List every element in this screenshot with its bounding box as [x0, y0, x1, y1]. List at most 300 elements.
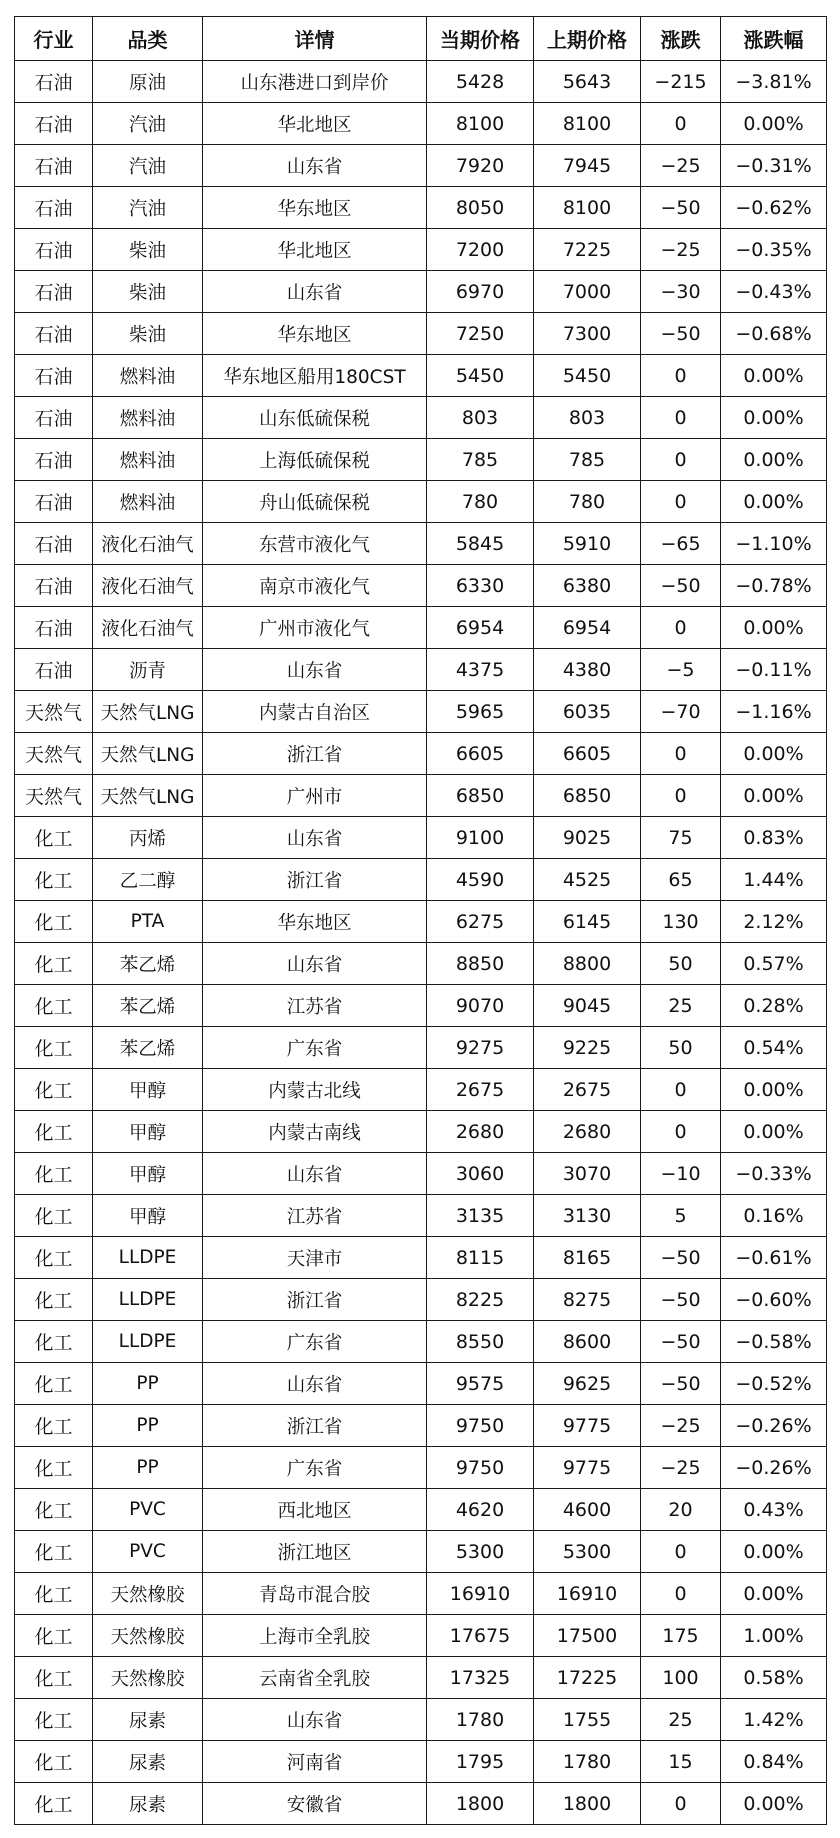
cell-change-pct: −0.78% [721, 565, 827, 607]
cell-change: −25 [641, 1405, 721, 1447]
cell-previous-price: 6850 [534, 775, 641, 817]
cell-change-pct: 0.00% [721, 355, 827, 397]
cell-current-price: 8225 [427, 1279, 534, 1321]
cell-industry: 天然气 [15, 691, 93, 733]
cell-current-price: 1795 [427, 1741, 534, 1783]
cell-current-price: 17675 [427, 1615, 534, 1657]
price-table [14, 16, 827, 1825]
cell-change: 0 [641, 1783, 721, 1825]
cell-previous-price: 4600 [534, 1489, 641, 1531]
cell-change-pct: −0.68% [721, 313, 827, 355]
cell-category: 甲醇 [93, 1195, 203, 1237]
cell-change-pct: −0.58% [721, 1321, 827, 1363]
cell-current-price: 6330 [427, 565, 534, 607]
table-row [15, 103, 827, 145]
cell-previous-price: 17225 [534, 1657, 641, 1699]
cell-detail: 云南省全乳胶 [203, 1657, 427, 1699]
cell-industry: 石油 [15, 565, 93, 607]
cell-current-price: 9100 [427, 817, 534, 859]
cell-change: 0 [641, 607, 721, 649]
table-row [15, 187, 827, 229]
cell-change: −10 [641, 1153, 721, 1195]
cell-change-pct: 1.42% [721, 1699, 827, 1741]
cell-category: LLDPE [93, 1237, 203, 1279]
cell-industry: 天然气 [15, 775, 93, 817]
table-row [15, 817, 827, 859]
cell-change: 0 [641, 1573, 721, 1615]
table-header [15, 17, 827, 61]
cell-change: 25 [641, 1699, 721, 1741]
cell-change: −50 [641, 1279, 721, 1321]
cell-industry: 石油 [15, 355, 93, 397]
cell-detail: 广东省 [203, 1447, 427, 1489]
cell-category: 沥青 [93, 649, 203, 691]
cell-detail: 舟山低硫保税 [203, 481, 427, 523]
table-row [15, 523, 827, 565]
cell-change: −50 [641, 565, 721, 607]
cell-category: PVC [93, 1489, 203, 1531]
cell-current-price: 7200 [427, 229, 534, 271]
cell-change-pct: 0.00% [721, 775, 827, 817]
cell-industry: 化工 [15, 859, 93, 901]
cell-previous-price: 785 [534, 439, 641, 481]
cell-industry: 化工 [15, 985, 93, 1027]
cell-change-pct: 0.00% [721, 1111, 827, 1153]
table-row [15, 1237, 827, 1279]
cell-detail: 华东地区船用180CST [203, 355, 427, 397]
cell-category: 尿素 [93, 1783, 203, 1825]
cell-change-pct: 0.00% [721, 1069, 827, 1111]
cell-industry: 化工 [15, 1405, 93, 1447]
cell-industry: 化工 [15, 1195, 93, 1237]
cell-detail: 山东省 [203, 649, 427, 691]
cell-change: −215 [641, 61, 721, 103]
cell-change: −50 [641, 1363, 721, 1405]
header-change: 涨跌 [641, 17, 721, 61]
cell-industry: 化工 [15, 1363, 93, 1405]
cell-industry: 化工 [15, 1111, 93, 1153]
cell-previous-price: 9625 [534, 1363, 641, 1405]
cell-change: −50 [641, 187, 721, 229]
cell-change: 130 [641, 901, 721, 943]
cell-change: 0 [641, 355, 721, 397]
cell-previous-price: 1755 [534, 1699, 641, 1741]
cell-industry: 化工 [15, 1699, 93, 1741]
cell-detail: 天津市 [203, 1237, 427, 1279]
cell-change-pct: 0.00% [721, 1573, 827, 1615]
cell-category: 苯乙烯 [93, 985, 203, 1027]
cell-change-pct: −0.31% [721, 145, 827, 187]
cell-change: 5 [641, 1195, 721, 1237]
cell-change: 0 [641, 481, 721, 523]
cell-detail: 山东省 [203, 1363, 427, 1405]
cell-change: −25 [641, 145, 721, 187]
header-change-pct: 涨跌幅 [721, 17, 827, 61]
cell-industry: 石油 [15, 523, 93, 565]
cell-current-price: 9070 [427, 985, 534, 1027]
cell-category: 天然橡胶 [93, 1615, 203, 1657]
cell-change-pct: 1.44% [721, 859, 827, 901]
table-row [15, 1489, 827, 1531]
cell-current-price: 16910 [427, 1573, 534, 1615]
cell-current-price: 5450 [427, 355, 534, 397]
cell-change-pct: 0.00% [721, 1783, 827, 1825]
cell-detail: 华东地区 [203, 187, 427, 229]
cell-category: 柴油 [93, 229, 203, 271]
cell-category: 尿素 [93, 1699, 203, 1741]
cell-change: 0 [641, 397, 721, 439]
cell-change: 50 [641, 1027, 721, 1069]
cell-category: LLDPE [93, 1321, 203, 1363]
cell-detail: 华北地区 [203, 103, 427, 145]
cell-current-price: 780 [427, 481, 534, 523]
price-table-container [14, 16, 827, 1825]
cell-previous-price: 4380 [534, 649, 641, 691]
cell-change-pct: 0.00% [721, 481, 827, 523]
cell-category: 汽油 [93, 187, 203, 229]
table-row [15, 145, 827, 187]
cell-industry: 石油 [15, 481, 93, 523]
cell-previous-price: 5450 [534, 355, 641, 397]
cell-previous-price: 9025 [534, 817, 641, 859]
cell-previous-price: 1800 [534, 1783, 641, 1825]
cell-category: LLDPE [93, 1279, 203, 1321]
cell-change-pct: 0.00% [721, 397, 827, 439]
cell-change: −50 [641, 313, 721, 355]
cell-detail: 上海低硫保税 [203, 439, 427, 481]
cell-previous-price: 3130 [534, 1195, 641, 1237]
cell-current-price: 6970 [427, 271, 534, 313]
cell-change-pct: 1.00% [721, 1615, 827, 1657]
cell-detail: 南京市液化气 [203, 565, 427, 607]
cell-change-pct: 0.84% [721, 1741, 827, 1783]
table-row [15, 1783, 827, 1825]
cell-change-pct: 0.43% [721, 1489, 827, 1531]
cell-category: 天然气LNG [93, 691, 203, 733]
cell-previous-price: 1780 [534, 1741, 641, 1783]
table-row [15, 481, 827, 523]
cell-industry: 化工 [15, 1279, 93, 1321]
cell-previous-price: 2675 [534, 1069, 641, 1111]
table-row [15, 733, 827, 775]
cell-category: 燃料油 [93, 355, 203, 397]
cell-previous-price: 9775 [534, 1405, 641, 1447]
cell-previous-price: 9225 [534, 1027, 641, 1069]
cell-previous-price: 803 [534, 397, 641, 439]
table-row [15, 1321, 827, 1363]
cell-category: 尿素 [93, 1741, 203, 1783]
cell-category: PTA [93, 901, 203, 943]
cell-current-price: 1780 [427, 1699, 534, 1741]
cell-current-price: 9575 [427, 1363, 534, 1405]
cell-current-price: 5845 [427, 523, 534, 565]
cell-previous-price: 8600 [534, 1321, 641, 1363]
cell-detail: 山东省 [203, 145, 427, 187]
cell-current-price: 4590 [427, 859, 534, 901]
cell-current-price: 2680 [427, 1111, 534, 1153]
table-row [15, 1363, 827, 1405]
table-row [15, 355, 827, 397]
cell-change-pct: 0.83% [721, 817, 827, 859]
cell-change: −5 [641, 649, 721, 691]
cell-detail: 浙江省 [203, 733, 427, 775]
cell-change: −50 [641, 1237, 721, 1279]
cell-detail: 青岛市混合胶 [203, 1573, 427, 1615]
cell-previous-price: 6035 [534, 691, 641, 733]
header-previous-price: 上期价格 [534, 17, 641, 61]
cell-change: 0 [641, 1111, 721, 1153]
cell-category: 柴油 [93, 271, 203, 313]
cell-change-pct: 0.00% [721, 607, 827, 649]
cell-industry: 天然气 [15, 733, 93, 775]
cell-category: 天然气LNG [93, 775, 203, 817]
table-row [15, 61, 827, 103]
table-row [15, 1741, 827, 1783]
cell-category: 液化石油气 [93, 523, 203, 565]
cell-industry: 化工 [15, 1237, 93, 1279]
cell-change: 65 [641, 859, 721, 901]
cell-industry: 石油 [15, 145, 93, 187]
cell-detail: 内蒙古自治区 [203, 691, 427, 733]
cell-current-price: 8100 [427, 103, 534, 145]
cell-current-price: 4375 [427, 649, 534, 691]
cell-previous-price: 6954 [534, 607, 641, 649]
cell-detail: 江苏省 [203, 985, 427, 1027]
cell-category: PP [93, 1447, 203, 1489]
header-category: 品类 [93, 17, 203, 61]
cell-current-price: 5300 [427, 1531, 534, 1573]
cell-current-price: 7250 [427, 313, 534, 355]
cell-previous-price: 9045 [534, 985, 641, 1027]
cell-change: 50 [641, 943, 721, 985]
table-row [15, 649, 827, 691]
cell-previous-price: 4525 [534, 859, 641, 901]
cell-change: 100 [641, 1657, 721, 1699]
cell-change: −25 [641, 229, 721, 271]
cell-current-price: 4620 [427, 1489, 534, 1531]
table-row [15, 271, 827, 313]
cell-current-price: 9275 [427, 1027, 534, 1069]
cell-detail: 安徽省 [203, 1783, 427, 1825]
cell-detail: 广东省 [203, 1321, 427, 1363]
cell-current-price: 6850 [427, 775, 534, 817]
cell-change-pct: −0.26% [721, 1447, 827, 1489]
cell-category: 柴油 [93, 313, 203, 355]
cell-detail: 山东省 [203, 1153, 427, 1195]
cell-industry: 化工 [15, 1321, 93, 1363]
cell-previous-price: 5643 [534, 61, 641, 103]
cell-change-pct: 0.16% [721, 1195, 827, 1237]
cell-category: 燃料油 [93, 481, 203, 523]
cell-previous-price: 2680 [534, 1111, 641, 1153]
cell-previous-price: 5910 [534, 523, 641, 565]
cell-change-pct: 0.58% [721, 1657, 827, 1699]
cell-change-pct: 0.00% [721, 103, 827, 145]
cell-current-price: 6605 [427, 733, 534, 775]
cell-industry: 化工 [15, 1783, 93, 1825]
cell-change: −70 [641, 691, 721, 733]
cell-detail: 山东低硫保税 [203, 397, 427, 439]
table-row [15, 691, 827, 733]
cell-category: 燃料油 [93, 439, 203, 481]
cell-change: −50 [641, 1321, 721, 1363]
cell-industry: 化工 [15, 817, 93, 859]
cell-current-price: 8050 [427, 187, 534, 229]
cell-change: 0 [641, 103, 721, 145]
cell-current-price: 8850 [427, 943, 534, 985]
cell-change-pct: 2.12% [721, 901, 827, 943]
table-row [15, 607, 827, 649]
table-row [15, 1027, 827, 1069]
cell-current-price: 17325 [427, 1657, 534, 1699]
cell-detail: 东营市液化气 [203, 523, 427, 565]
cell-previous-price: 8100 [534, 187, 641, 229]
table-row [15, 313, 827, 355]
cell-change-pct: 0.57% [721, 943, 827, 985]
cell-current-price: 1800 [427, 1783, 534, 1825]
cell-current-price: 2675 [427, 1069, 534, 1111]
cell-previous-price: 9775 [534, 1447, 641, 1489]
cell-previous-price: 6145 [534, 901, 641, 943]
cell-change: 20 [641, 1489, 721, 1531]
cell-previous-price: 7000 [534, 271, 641, 313]
cell-change-pct: −0.61% [721, 1237, 827, 1279]
cell-category: PP [93, 1363, 203, 1405]
cell-category: 汽油 [93, 103, 203, 145]
cell-detail: 山东省 [203, 271, 427, 313]
table-row [15, 1447, 827, 1489]
header-row [15, 17, 827, 61]
cell-change-pct: −0.60% [721, 1279, 827, 1321]
cell-previous-price: 7945 [534, 145, 641, 187]
cell-category: 液化石油气 [93, 607, 203, 649]
cell-category: 甲醇 [93, 1069, 203, 1111]
cell-industry: 化工 [15, 1657, 93, 1699]
cell-industry: 化工 [15, 1615, 93, 1657]
cell-industry: 化工 [15, 1573, 93, 1615]
cell-industry: 化工 [15, 1153, 93, 1195]
cell-category: 甲醇 [93, 1111, 203, 1153]
table-row [15, 1279, 827, 1321]
cell-detail: 浙江地区 [203, 1531, 427, 1573]
cell-industry: 化工 [15, 943, 93, 985]
cell-change-pct: 0.00% [721, 439, 827, 481]
table-row [15, 1405, 827, 1447]
cell-detail: 浙江省 [203, 1405, 427, 1447]
cell-change-pct: −0.62% [721, 187, 827, 229]
cell-industry: 石油 [15, 271, 93, 313]
cell-current-price: 8115 [427, 1237, 534, 1279]
cell-current-price: 7920 [427, 145, 534, 187]
cell-change-pct: 0.00% [721, 733, 827, 775]
cell-detail: 西北地区 [203, 1489, 427, 1531]
cell-current-price: 6954 [427, 607, 534, 649]
table-row [15, 943, 827, 985]
cell-change-pct: −0.26% [721, 1405, 827, 1447]
cell-category: 汽油 [93, 145, 203, 187]
table-row [15, 1615, 827, 1657]
cell-previous-price: 7300 [534, 313, 641, 355]
cell-industry: 石油 [15, 103, 93, 145]
cell-industry: 石油 [15, 439, 93, 481]
cell-current-price: 9750 [427, 1405, 534, 1447]
table-row [15, 859, 827, 901]
table-row [15, 1153, 827, 1195]
cell-category: 液化石油气 [93, 565, 203, 607]
cell-industry: 化工 [15, 1531, 93, 1573]
cell-change-pct: 0.54% [721, 1027, 827, 1069]
cell-detail: 山东省 [203, 817, 427, 859]
cell-industry: 石油 [15, 313, 93, 355]
cell-category: PP [93, 1405, 203, 1447]
cell-detail: 华东地区 [203, 901, 427, 943]
table-row [15, 1531, 827, 1573]
cell-change-pct: 0.28% [721, 985, 827, 1027]
cell-change-pct: −0.35% [721, 229, 827, 271]
cell-detail: 浙江省 [203, 859, 427, 901]
cell-industry: 石油 [15, 607, 93, 649]
cell-change: 0 [641, 733, 721, 775]
cell-current-price: 5965 [427, 691, 534, 733]
cell-industry: 石油 [15, 649, 93, 691]
cell-industry: 化工 [15, 1027, 93, 1069]
cell-current-price: 785 [427, 439, 534, 481]
cell-change: 0 [641, 1531, 721, 1573]
cell-industry: 化工 [15, 1741, 93, 1783]
cell-previous-price: 8800 [534, 943, 641, 985]
cell-detail: 广州市液化气 [203, 607, 427, 649]
cell-current-price: 6275 [427, 901, 534, 943]
cell-industry: 化工 [15, 1069, 93, 1111]
cell-change: 15 [641, 1741, 721, 1783]
header-current-price: 当期价格 [427, 17, 534, 61]
cell-current-price: 3135 [427, 1195, 534, 1237]
cell-detail: 广东省 [203, 1027, 427, 1069]
cell-change-pct: −1.16% [721, 691, 827, 733]
cell-category: 天然气LNG [93, 733, 203, 775]
cell-category: 燃料油 [93, 397, 203, 439]
cell-previous-price: 8165 [534, 1237, 641, 1279]
table-row [15, 901, 827, 943]
cell-detail: 山东省 [203, 1699, 427, 1741]
cell-category: 原油 [93, 61, 203, 103]
cell-detail: 华北地区 [203, 229, 427, 271]
table-row [15, 985, 827, 1027]
cell-industry: 石油 [15, 61, 93, 103]
table-row [15, 1657, 827, 1699]
cell-current-price: 3060 [427, 1153, 534, 1195]
cell-current-price: 9750 [427, 1447, 534, 1489]
cell-previous-price: 780 [534, 481, 641, 523]
table-row [15, 1195, 827, 1237]
cell-previous-price: 6605 [534, 733, 641, 775]
cell-detail: 内蒙古南线 [203, 1111, 427, 1153]
cell-previous-price: 8275 [534, 1279, 641, 1321]
cell-category: PVC [93, 1531, 203, 1573]
table-row [15, 1699, 827, 1741]
cell-change-pct: −0.43% [721, 271, 827, 313]
table-row [15, 1111, 827, 1153]
table-row [15, 439, 827, 481]
cell-industry: 化工 [15, 901, 93, 943]
table-row [15, 775, 827, 817]
cell-detail: 江苏省 [203, 1195, 427, 1237]
cell-previous-price: 16910 [534, 1573, 641, 1615]
cell-industry: 化工 [15, 1489, 93, 1531]
cell-current-price: 803 [427, 397, 534, 439]
cell-category: 苯乙烯 [93, 943, 203, 985]
cell-current-price: 5428 [427, 61, 534, 103]
